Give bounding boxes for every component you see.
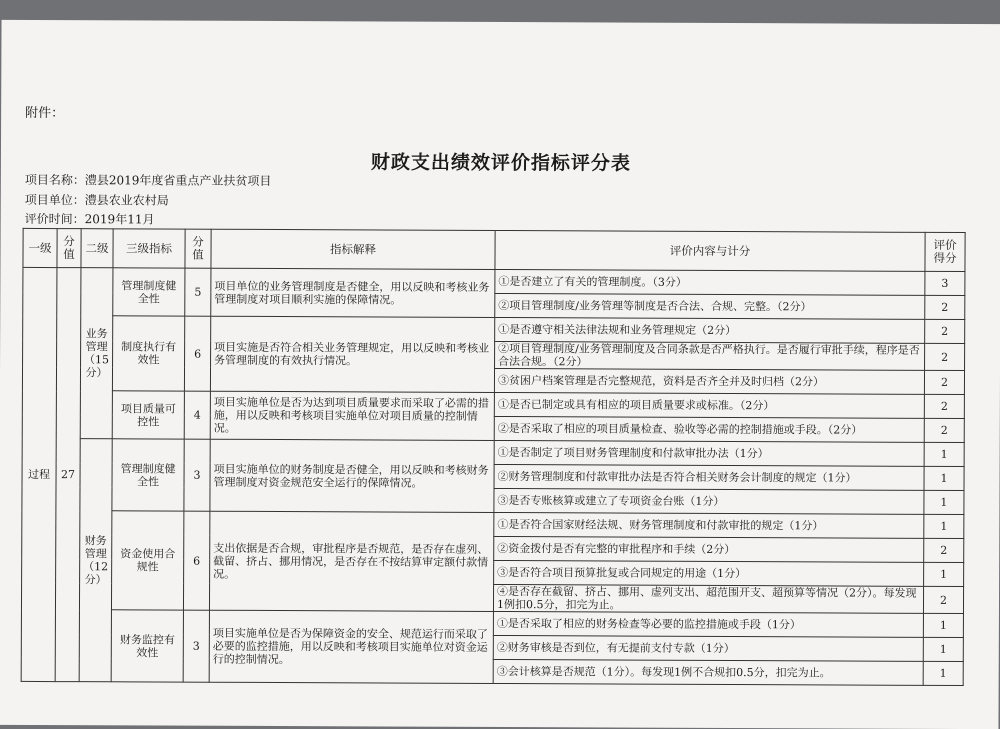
level3-name: 资金使用合规性 <box>111 511 183 610</box>
level3-score: 6 <box>183 511 209 610</box>
level3-explanation: 项目实施单位是否为达到项目质量要求而采取了必需的措施，用以反映和考核项目实施单位对项目质量的控制情况。 <box>210 391 494 440</box>
level3-name: 项目质量可控性 <box>112 391 184 439</box>
col-header-score3: 分值 <box>185 229 211 268</box>
criteria-score: 1 <box>924 442 964 466</box>
evaluation-time: 评价时间：2019年11月 <box>24 211 155 227</box>
level1-score: 27 <box>55 268 81 682</box>
criteria-score: 2 <box>924 538 964 562</box>
level3-explanation: 项目实施是否符合相关业务管理规定，用以反映和考核业务管理制度的有效执行情况。 <box>210 316 494 392</box>
level3-score: 3 <box>184 439 210 511</box>
criteria-item: ①是否符合国家财经法规、财务管理制度和付款审批的规定（1分） <box>494 512 924 538</box>
criteria-score: 1 <box>924 466 964 490</box>
col-header-explanation: 指标解释 <box>211 229 495 269</box>
criteria-item: ②财务管理制度和付款审批办法是否符合相关财务会计制度的规定（1分） <box>494 464 924 490</box>
criteria-score: 2 <box>925 319 965 343</box>
criteria-item: ①是否已制定或具有相应的项目质量要求或标准。（2分） <box>494 392 924 418</box>
page-title: 财政支出绩效评价指标评分表 <box>370 151 631 175</box>
criteria-item: ②财务审核是否到位，有无提前支付专款（1分） <box>493 635 923 661</box>
criteria-score: 1 <box>924 490 964 514</box>
level2-finance: 财务管理（12分） <box>79 439 112 682</box>
level3-name: 管理制度健全性 <box>113 268 185 316</box>
criteria-score: 2 <box>924 418 964 442</box>
level3-name: 管理制度健全性 <box>112 439 184 511</box>
criteria-item: ②资金拨付是否有完整的审批程序和手续（2分） <box>494 536 924 562</box>
criteria-item: ②是否采取了相应的项目质量检查、验收等必需的控制措施或手段。（2分） <box>494 416 924 442</box>
level3-explanation: 项目单位的业务管理制度是否健全，用以反映和考核业务管理制度对项目顺利实施的保障情况。 <box>211 268 495 317</box>
level3-explanation: 项目实施单位是否为保障资金的安全、规范运行而采取了必要的监控措施，用以反映和考核项目实施单位对资金运行的控制情况。 <box>209 610 493 683</box>
criteria-item: ④是否存在截留、挤占、挪用、虚列支出、超范围开支、超预算等情况（2分）。每发现1例扣0.5分，扣完为止。 <box>493 584 923 613</box>
document-sheet <box>0 20 1000 729</box>
project-name: 项目名称：澧县2019年度省重点产业扶贫项目 <box>24 172 272 189</box>
level3-explanation: 支出依据是否合规，审批程序是否规范，是否存在虚列、截留、挤占、挪用情况，是否存在不按结算审定额付款情况。 <box>209 511 493 611</box>
attachment-label: 附件： <box>25 105 65 122</box>
criteria-score: 2 <box>925 295 965 319</box>
col-header-level1: 一级 <box>23 228 57 267</box>
criteria-score: 2 <box>924 394 964 418</box>
criteria-item: ③是否专账核算或建立了专项资金台账（1分） <box>494 488 924 514</box>
criteria-score: 3 <box>925 271 965 295</box>
level1-name: 过程 <box>21 267 57 681</box>
col-header-result: 评价得分 <box>925 232 965 271</box>
criteria-item: ③贫困户档案管理是否完整规范，资料是否齐全并及时归档（2分） <box>494 368 924 394</box>
score-table <box>21 228 966 686</box>
level3-score: 3 <box>183 610 209 682</box>
level3-score: 4 <box>184 391 210 439</box>
criteria-score: 2 <box>923 586 963 613</box>
criteria-item: ③会计核算是否规范（1分）。每发现1例不合规扣0.5分，扣完为止。 <box>493 659 923 685</box>
criteria-item: ②项目管理制度/业务管理制度及合同条款是否严格执行。是否履行审批手续，程序是否合法合规。（2分） <box>495 341 925 370</box>
col-header-level3: 三级指标 <box>113 229 185 268</box>
col-header-criteria: 评价内容与计分 <box>495 230 925 271</box>
criteria-score: 1 <box>923 661 963 685</box>
criteria-score: 1 <box>924 514 964 538</box>
criteria-item: ①是否制定了项目财务管理制度和付款审批办法（1分） <box>494 440 924 466</box>
criteria-item: ①是否建立了有关的管理制度。（3分） <box>495 269 925 295</box>
criteria-item: ①是否采取了相应的财务检查等必要的监控措施或手段（1分） <box>493 611 923 637</box>
criteria-item: ③是否符合项目预算批复或合同规定的用途（1分） <box>494 560 924 586</box>
col-header-score1: 分值 <box>57 229 81 268</box>
criteria-item: ①是否遵守相关法律法规和业务管理规定（2分） <box>495 317 925 343</box>
col-header-level2: 二级 <box>81 229 113 268</box>
level3-name: 制度执行有效性 <box>112 316 184 391</box>
project-unit: 项目单位：澧县农业农村局 <box>24 192 169 208</box>
level3-score: 6 <box>184 316 210 391</box>
criteria-item: ②项目管理制度/业务管理等制度是否合法、合规、完整。（2分） <box>495 293 925 319</box>
criteria-score: 2 <box>925 343 965 370</box>
criteria-score: 1 <box>924 562 964 586</box>
criteria-score: 2 <box>924 370 964 394</box>
level3-score: 5 <box>185 268 211 316</box>
level3-name: 财务监控有效性 <box>111 610 183 682</box>
criteria-score: 1 <box>923 613 963 637</box>
criteria-score: 1 <box>923 637 963 661</box>
level3-explanation: 项目实施单位的财务制度是否健全，用以反映和考核财务管理制度对资金规范安全运行的保障情况。 <box>210 439 494 512</box>
level2-business: 业务管理（15分） <box>80 268 113 439</box>
